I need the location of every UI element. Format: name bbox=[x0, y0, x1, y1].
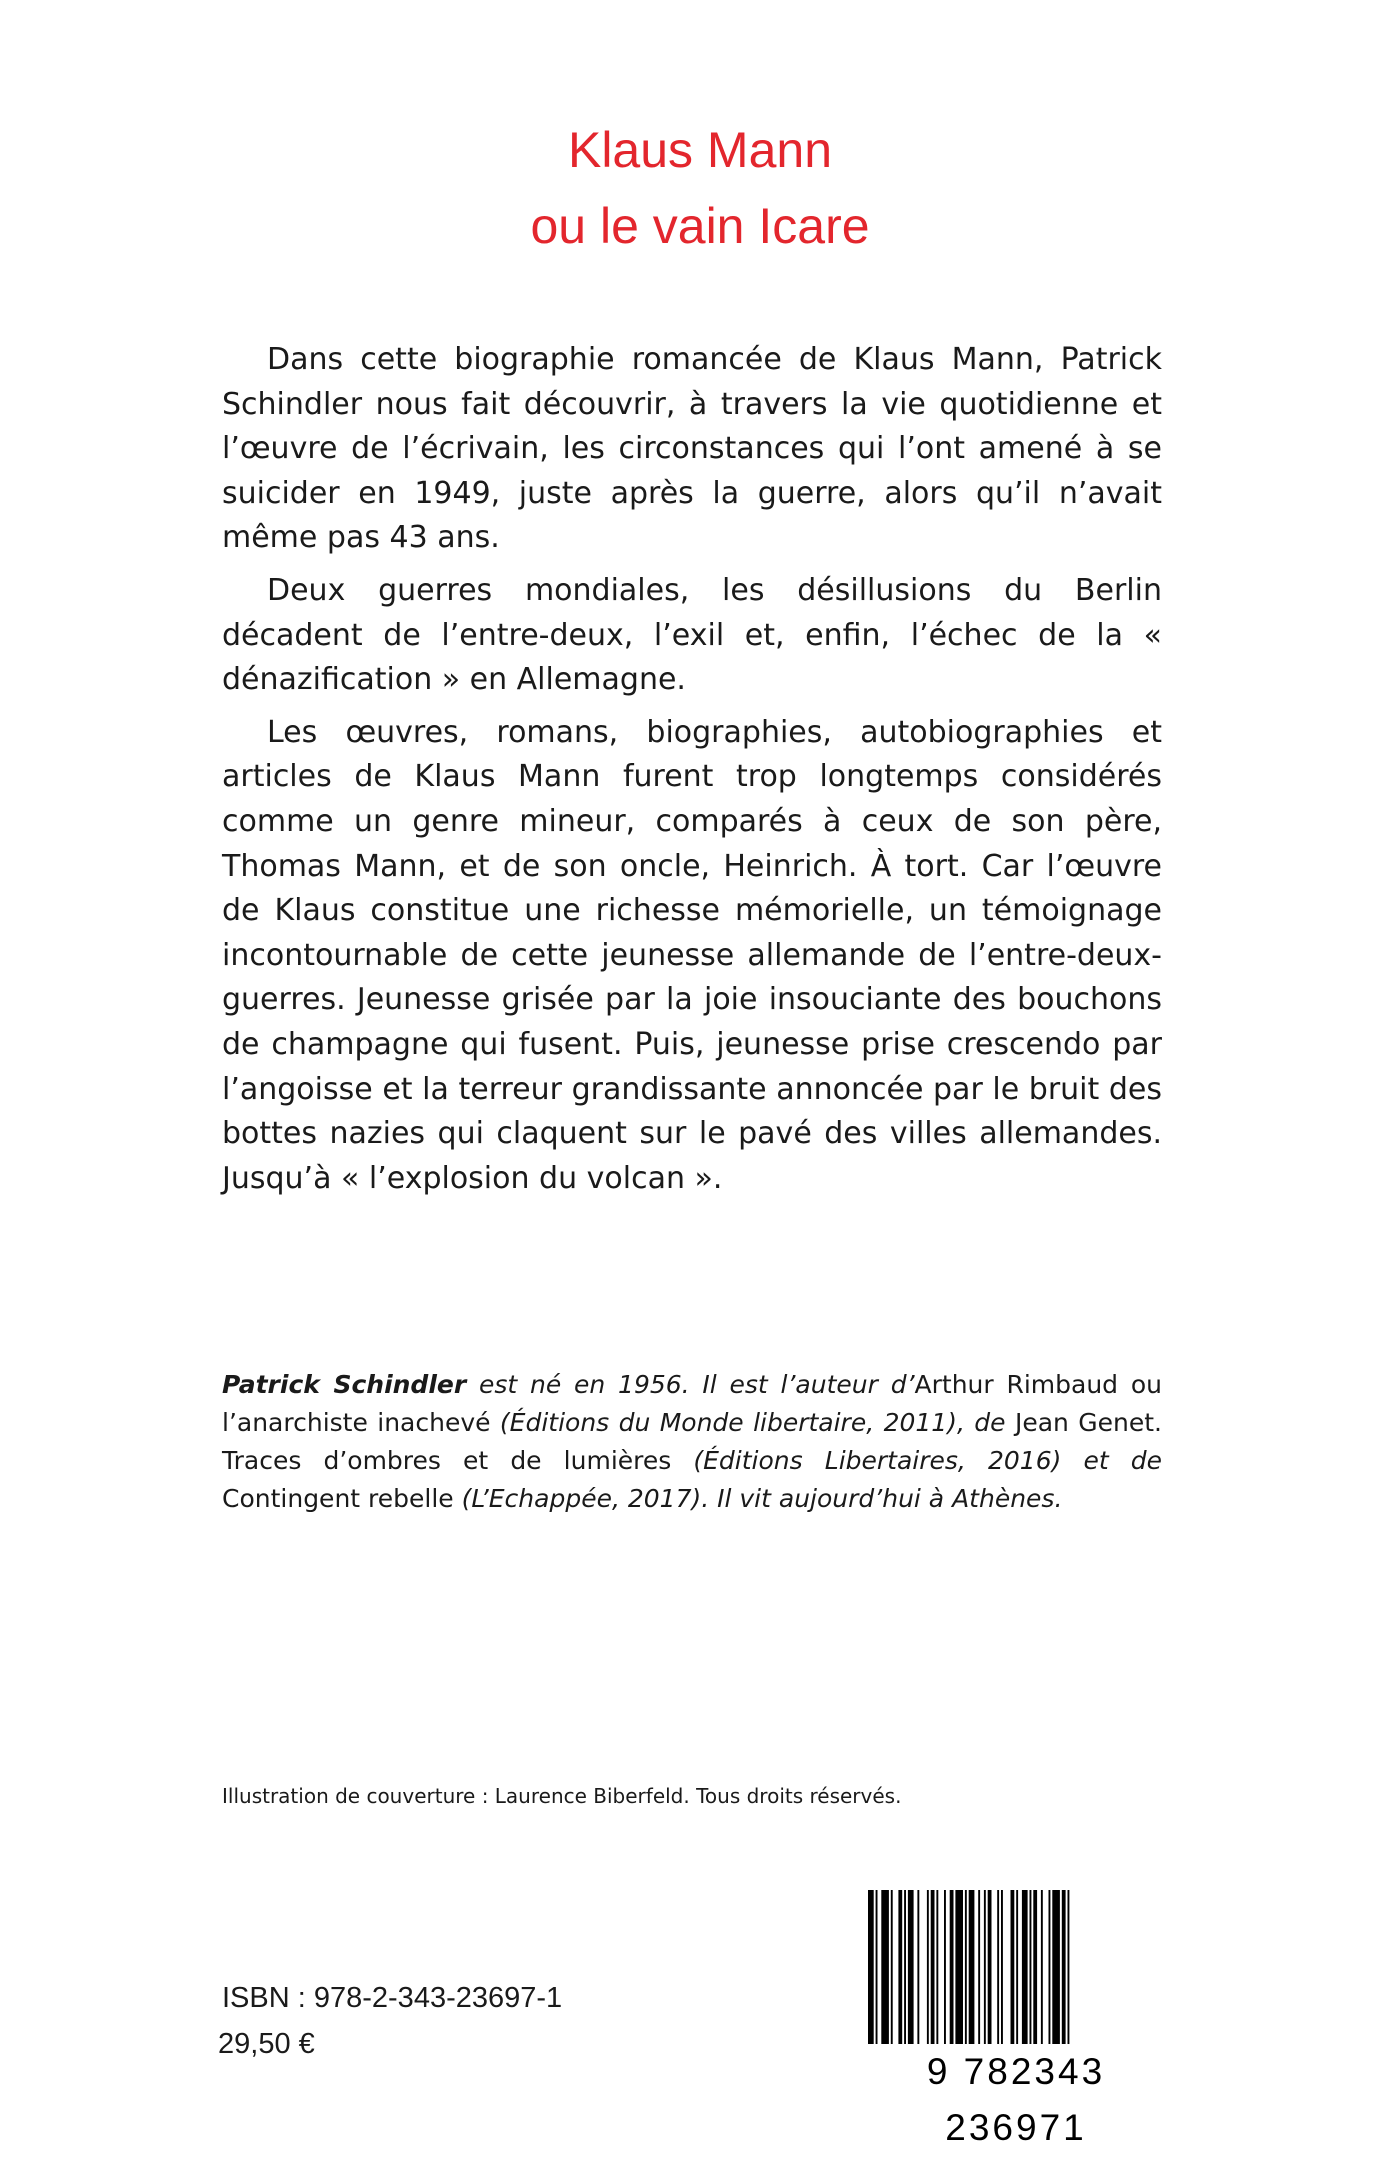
blurb-paragraph-3: Les œuvres, romans, biographies, autobiographies et articles de Klaus Mann furent trop longtemps considérés comme un genre mineur, comparés à ceux de son père, Thomas Mann, et de son oncle, Heinrich. À tort. Car l’œuvre de Klaus constitue une richesse mémorielle, un témoignage incontournable de cette jeunesse allemande de l’entre-deux-guerres. Jeunesse grisée par la joie insouciante des bouchons de champagne qui fusent. Puis, jeunesse prise crescendo par l’angoisse et la terreur grandissante annoncée par le bruit des bottes nazies qui claquent sur le pavé des villes allemandes. Jusqu’à « l’explosion du volcan ». bbox=[222, 714, 1162, 1196]
author-bio bbox=[222, 1366, 1162, 1518]
isbn: ISBN : 978-2-343-23697-1 bbox=[222, 1982, 563, 2014]
book-title bbox=[0, 112, 1400, 264]
title-line-2: ou le vain Icare bbox=[530, 198, 870, 254]
author-bio-text-2: (Éditions du Monde libertaire, 2011), de bbox=[490, 1408, 1015, 1437]
illustration-credit: Illustration de couverture : Laurence Biberfeld. Tous droits réservés. bbox=[222, 1784, 902, 1808]
book-title-3: Contingent rebelle bbox=[222, 1484, 454, 1513]
barcode bbox=[868, 1890, 1164, 2148]
title-line-1: Klaus Mann bbox=[567, 122, 833, 178]
author-bio-text-4: (L’Echappée, 2017). Il vit aujourd’hui à Athènes. bbox=[453, 1484, 1063, 1513]
blurb bbox=[222, 338, 1162, 1209]
blurb-paragraph-1: Dans cette biographie romancée de Klaus Mann, Patrick Schindler nous fait découvrir, à travers la vie quotidienne et l’œuvre de l’écrivain, les circonstances qui l’ont amené à se suicider en 1949, juste après la guerre, alors qu’il n’avait même pas 43 ans. bbox=[222, 342, 1162, 556]
author-bio-text-1: est né en 1956. Il est l’auteur d’ bbox=[466, 1370, 915, 1399]
blurb-paragraph-2: Deux guerres mondiales, les désillusions du Berlin décadent de l’entre-deux, l’exil et, enfin, l’échec de la « dénazification » en Allemagne. bbox=[222, 572, 1162, 698]
author-name: Patrick Schindler bbox=[222, 1370, 467, 1399]
book-title-1: Arthur Rimbaud ou l’anarchiste inachevé bbox=[222, 1370, 1162, 1437]
barcode-digits: 9 782343 236971 bbox=[868, 2044, 1164, 2100]
author-bio-text-3: (Éditions Libertaires, 2016) et de bbox=[671, 1446, 1163, 1475]
price: 29,50 € bbox=[218, 2028, 315, 2060]
book-title-2: Jean Genet. Traces d’ombres et de lumières bbox=[222, 1408, 1163, 1475]
